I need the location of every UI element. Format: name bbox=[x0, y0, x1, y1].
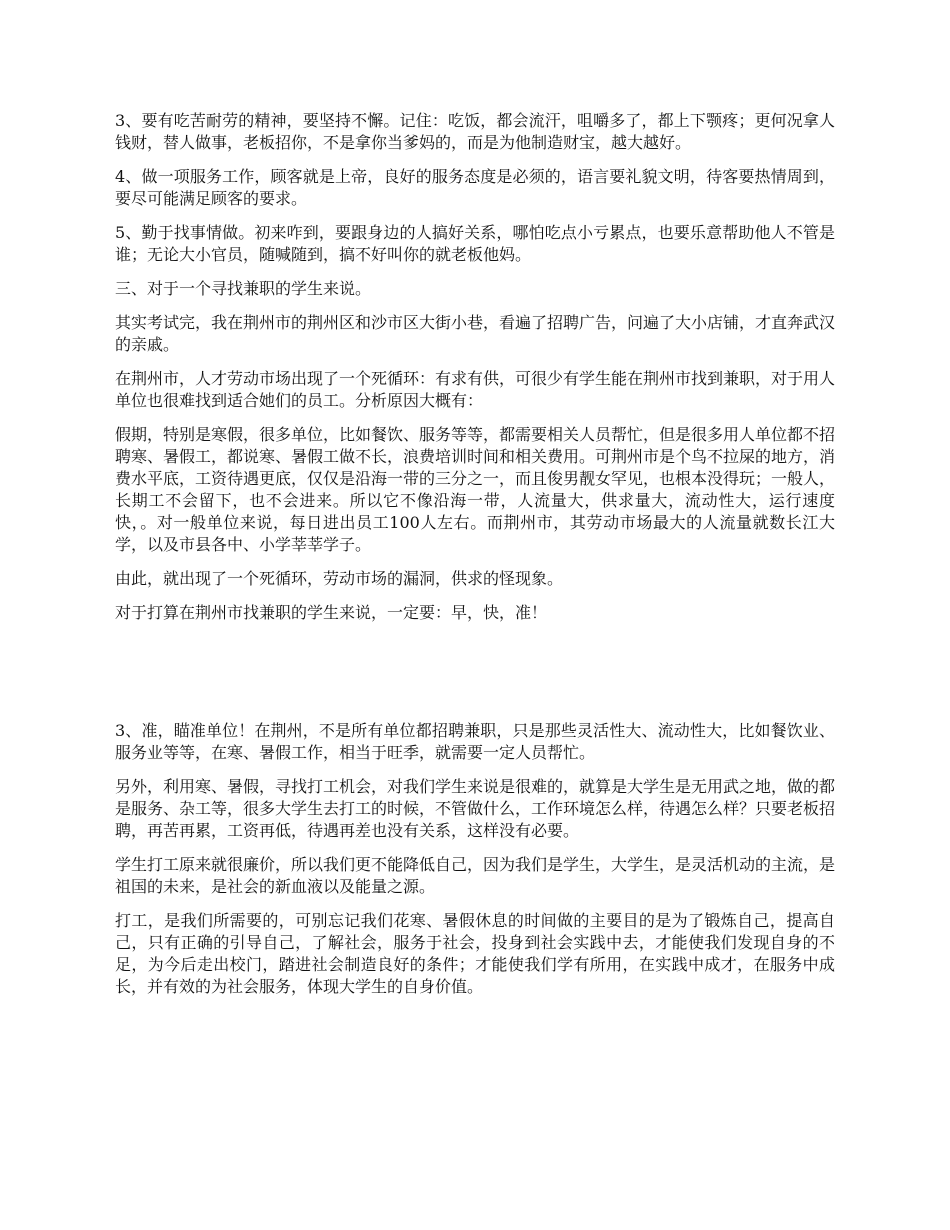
paragraph-holiday-jobs: 另外，利用寒、暑假，寻找打工机会，对我们学生来说是很难的，就算是大学生是无用武之地，做的都是服务、杂工等，很多大学生去打工的时候，不管做什么，工作环境怎么样，待遇怎么样？只要老板招聘，再苦再累，工资再低，待遇再差也没有关系，这样没有必要。 bbox=[115, 777, 836, 840]
page-gap bbox=[115, 636, 835, 720]
paragraph-item-3-hardship: 3、要有吃苦耐劳的精神，要坚持不懈。记住：吃饭，都会流汗，咀嚼多了，都上下颚疼；更何况拿人钱财，替人做事，老板招你，不是拿你当爹妈的，而是为他制造财宝，越大越好。 bbox=[115, 111, 835, 152]
paragraph-market-gap: 由此，就出现了一个死循环，劳动市场的漏洞，供求的怪现象。 bbox=[115, 569, 564, 588]
paragraph-search-experience: 其实考试完，我在荆州市的荆州区和沙市区大街小巷，看遍了招聘广告，问遍了大小店铺，才直奔武汉的亲戚。 bbox=[115, 313, 836, 354]
paragraph-item-5-diligence: 5、勤于找事情做。初来咋到，要跟身边的人搞好关系，哪怕吃点小亏累点，也要乐意帮助他人不管是谁；无论大小官员，随喊随到，搞不好叫你的就老板他妈。 bbox=[115, 223, 835, 264]
paragraph-item-3-accurate: 3、准，瞄准单位！在荆州，不是所有单位都招聘兼职，只是那些灵活性大、流动性大，比如餐饮业、服务业等等，在寒、暑假工作，相当于旺季，就需要一定人员帮忙。 bbox=[115, 721, 835, 762]
paragraph-early-fast-accurate: 对于打算在荆州市找兼职的学生来说，一定要：早，快，准！ bbox=[115, 603, 548, 622]
paragraph-purpose-of-work: 打工，是我们所需要的，可别忘记我们花寒、暑假休息的时间做的主要目的是为了锻炼自己，提高自己，只有正确的引导自己，了解社会，服务于社会，投身到社会实践中去，才能使我们发现自身的不足，为今后走出校门，踏进社会制造良好的条件；才能使我们学有所用，在实践中成才，在服务中成长，并有效的为社会服务，体现大学生的自身价值。 bbox=[115, 911, 835, 996]
paragraph-student-value: 学生打工原来就很廉价，所以我们更不能降低自己，因为我们是学生，大学生，是灵活机动的主流，是祖国的未来，是社会的新血液以及能量之源。 bbox=[115, 855, 836, 896]
document-body bbox=[115, 110, 835, 1010]
paragraph-holiday-analysis: 假期，特别是寒假，很多单位，比如餐饮、服务等等，都需要相关人员帮忙，但是很多用人单位都不招聘寒、暑假工，都说寒、暑假工做不长，浪费培训时间和相关费用。可荆州市是个鸟不拉屎的地方，消费水平底，工资待遇更底，仅仅是沿海一带的三分之一，而且俊男靓女罕见，也根本没得玩；一般人，长期工不会留下，也不会进来。所以它不像沿海一带，人流量大，供求量大，流动性大，运行速度快，。对一般单位来说，每日进出员工100人左右。而荆州市，其劳动市场最大的人流量就数长江大学，以及市县各中、小学莘莘学子。 bbox=[115, 425, 836, 554]
paragraph-item-4-service: 4、做一项服务工作，顾客就是上帝，良好的服务态度是必须的，语言要礼貌文明，待客要热情周到，要尽可能满足顾客的要求。 bbox=[115, 167, 835, 208]
section-heading-three: 三、对于一个寻找兼职的学生来说。 bbox=[115, 279, 372, 298]
paragraph-vicious-cycle: 在荆州市，人才劳动市场出现了一个死循环：有求有供，可很少有学生能在荆州市找到兼职，对于用人单位也很难找到适合她们的员工。分析原因大概有： bbox=[115, 369, 836, 410]
